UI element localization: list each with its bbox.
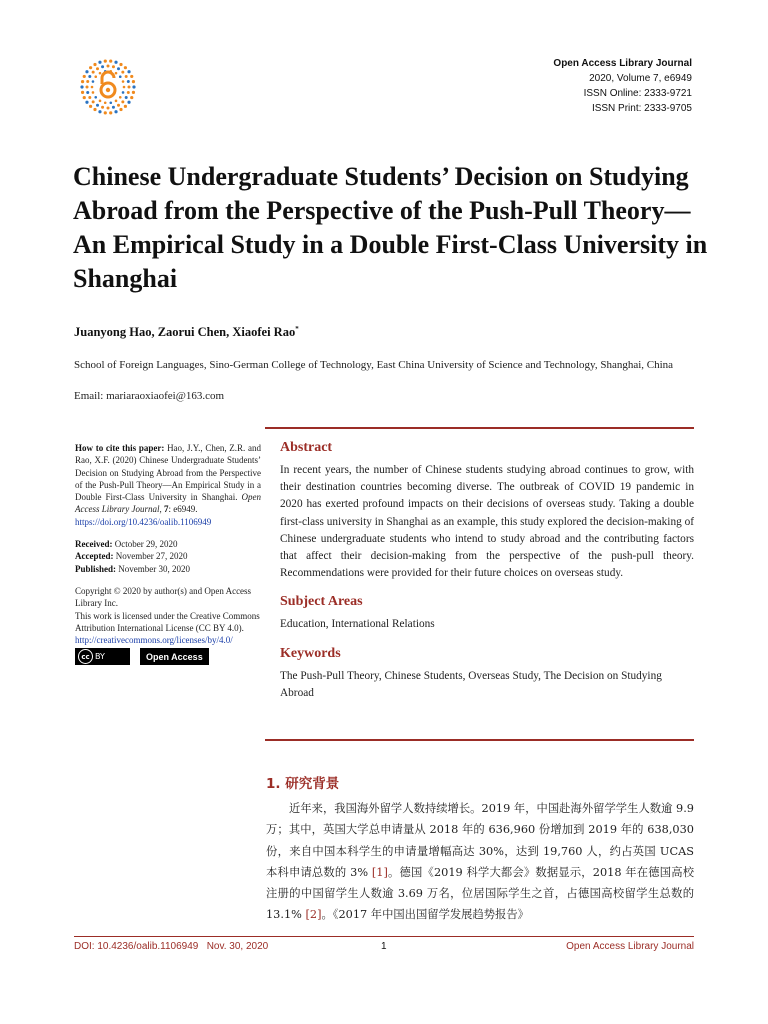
author-email[interactable]: Email: mariaraoxiaofei@163.com xyxy=(74,390,225,402)
issn-online: ISSN Online: 2333-9721 xyxy=(583,88,692,99)
reference-link-1[interactable]: [1] xyxy=(371,865,388,879)
doi-link[interactable]: https://doi.org/10.4236/oalib.1106949 xyxy=(75,516,212,527)
journal-name: Open Access Library Journal xyxy=(553,58,692,69)
abstract-column xyxy=(280,440,694,715)
section-1-text-2: 。德国《2019 科学大都会》数据显示，2018 年在德国高校注册的中国留学生人数逾 3.69 万名，位居国际学生之首，占德国高校留学生总数的 13.1% xyxy=(266,865,694,922)
author-list xyxy=(74,325,299,340)
author-names: Juanyong Hao, Zaorui Chen, Xiaofei Rao xyxy=(74,325,296,340)
published-label: Published: xyxy=(75,563,117,574)
section-1-text-1: 近年来，我国海外留学人数持续增长。2019 年，中国赴海外留学学生人数逾 9.9 万；其中，英国大学总申请量从 2018 年的 636,960 份增加到 2019 年的 638,030 份，来自中国本科学生的申请量增幅高达 30%，达到 19,760 人，约占英国 UCAS 本科申请总数的 3% xyxy=(266,802,694,879)
accepted-date: November 27, 2020 xyxy=(115,551,188,562)
abstract-top-rule xyxy=(265,427,694,429)
section-1-body xyxy=(266,798,694,926)
journal-logo-icon xyxy=(78,57,138,117)
corresponding-author-mark: * xyxy=(295,325,299,333)
abstract-bottom-rule xyxy=(265,739,694,741)
page-number: 1 xyxy=(381,941,387,952)
abstract-text: In recent years, the number of Chinese students studying abroad continues to grow, with their destination countries becoming diverse. The outbreak of COVID 19 pandemic in 2020 has exerted profound impacts on their decisions of overseas study. Taking a double first-class university in Shanghai as an example, this study explored the decision-making of Chinese undergraduate students who intend to study abroad and the contributing factors that affect their decision-making from the perspective of the push-pull theory. Recommendations were provided for their future choices on overseas study. xyxy=(280,464,694,580)
copyright-text: Copyright © 2020 by author(s) and Open Access Library Inc. xyxy=(75,585,252,609)
citation-block: How to cite this paper: Hao, J.Y., Chen, Z.R. and Rao, X.F. (2020) Chinese Undergraduate Students’ Decision on Studying Abroad from the Perspective of the Push-Pull Theory—An Empirical Study in a Double First-Class University in Shanghai. Open Access Library Journal, 7: e6949. https://doi.org/10.4236/oalib.1106949 xyxy=(75,443,262,527)
keywords-text: The Push-Pull Theory, Chinese Students, Overseas Study, The Decision on Studying Abroad xyxy=(280,670,662,700)
cite-label: How to cite this paper: xyxy=(75,443,165,453)
reference-link-2[interactable]: [2] xyxy=(305,908,322,922)
license-link[interactable]: http://creativecommons.org/licenses/by/4.0/ xyxy=(75,635,233,646)
section-1-text-3: 。《2017 年中国出国留学发展趋势报告》 xyxy=(321,908,529,922)
cite-journal: Open Access Library Journal xyxy=(75,492,262,515)
footer-doi-text[interactable]: DOI: 10.4236/oalib.1106949 xyxy=(74,941,199,952)
cc-badge-label: cc xyxy=(78,649,93,664)
dates-block xyxy=(75,538,261,575)
cite-article: : e6949. xyxy=(168,504,198,515)
issn-print: ISSN Print: 2333-9705 xyxy=(591,103,692,114)
journal-meta xyxy=(553,56,692,116)
accepted-label: Accepted: xyxy=(75,551,114,562)
article-info-sidebar xyxy=(75,442,261,665)
abstract-heading: Abstract xyxy=(280,440,333,455)
cc-by-badge-icon[interactable] xyxy=(75,648,130,665)
subject-areas-text: Education, International Relations xyxy=(280,618,435,631)
paper-title: Chinese Undergraduate Students’ Decision on Studying Abroad from the Perspective of the Push-Pull Theory—An Empirical Study in a Double First-Class University in Shanghai xyxy=(73,162,708,293)
footer-journal: Open Access Library Journal xyxy=(566,941,694,952)
section-1-heading: 1. 研究背景 xyxy=(266,776,340,792)
cc-badge-sub: BY xyxy=(95,651,105,661)
journal-volume: 2020, Volume 7, e6949 xyxy=(589,73,692,84)
license-text: This work is licensed under the Creative Commons Attribution International License (CC BY 4.0). xyxy=(75,610,260,633)
received-date: October 29, 2020 xyxy=(114,539,178,550)
cite-volume: 7 xyxy=(164,504,169,515)
footer-date: Nov. 30, 2020 xyxy=(206,941,269,952)
open-access-badge[interactable]: Open Access xyxy=(140,648,209,665)
affiliation: School of Foreign Languages, Sino-German College of Technology, East China University of Science and Technology, Shanghai, China xyxy=(74,359,674,371)
received-label: Received: xyxy=(75,539,113,550)
keywords-heading: Keywords xyxy=(280,646,341,662)
footer-doi xyxy=(74,941,268,952)
footer-rule xyxy=(74,936,694,937)
license-block xyxy=(75,585,261,665)
cite-text: Hao, J.Y., Chen, Z.R. and Rao, X.F. (2020) Chinese Undergraduate Students’ Decision on Studying Abroad from the Perspective of the Push-Pull Theory—An Empirical Study in a Double First-Class University in Shanghai. xyxy=(75,443,261,503)
subject-areas-heading: Subject Areas xyxy=(280,594,363,610)
published-date: November 30, 2020 xyxy=(118,563,191,574)
